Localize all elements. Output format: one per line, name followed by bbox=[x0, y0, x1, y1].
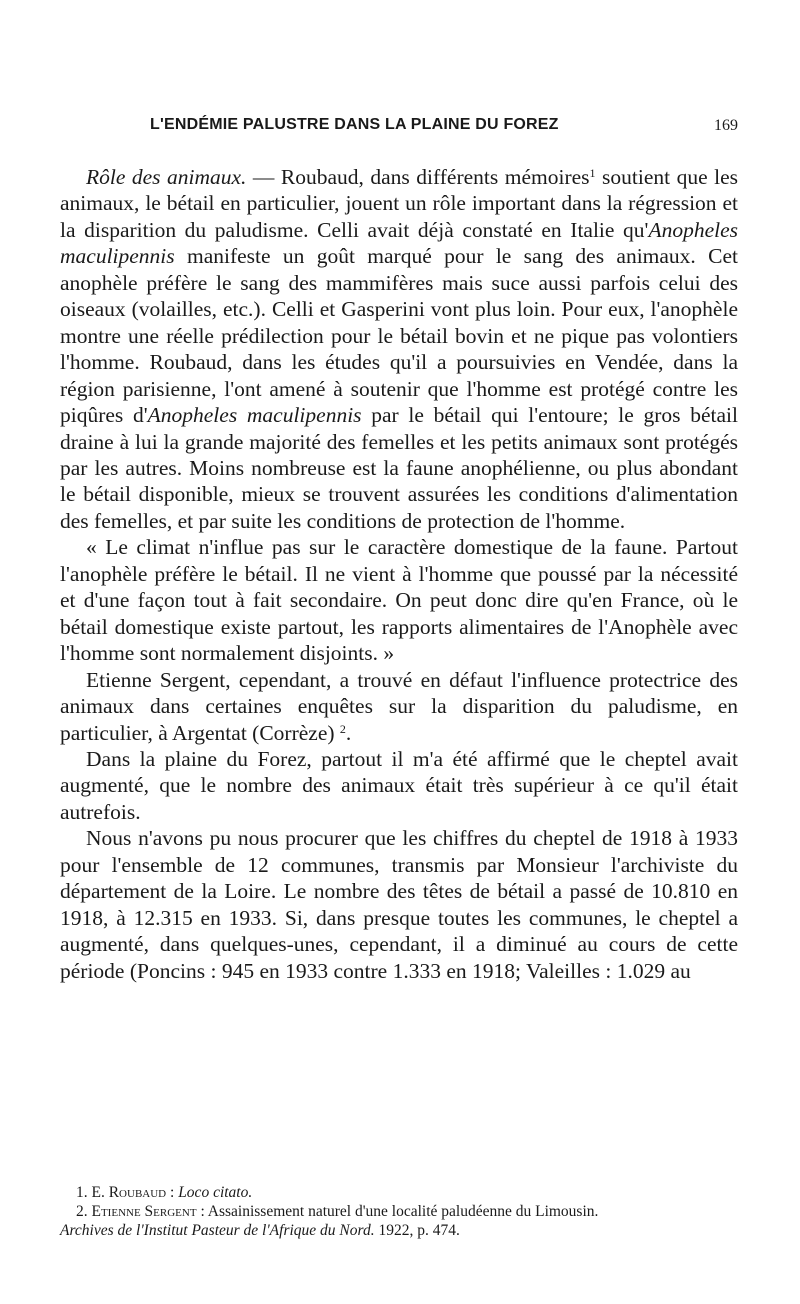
footnote-2 bbox=[60, 1202, 738, 1221]
paragraph-text: . bbox=[345, 720, 352, 745]
footnote-number: 2. bbox=[76, 1203, 88, 1220]
paragraph-text: par le bétail qui l'entoure; le gros bétail draine à lui la grande majorité des femelles et les petits animaux sont protégés par les autres. Moins nombreuse est la faune anophélienne, ou plus abondant le bétail disponible, mieux se trouvent assurées les conditions d'alimentation des femelles, et par suite les conditions de protection de l'homme. bbox=[60, 403, 738, 533]
paragraph-text: Etienne Sergent, cependant, a trouvé en défaut l'influence protectrice des animaux dans certaines enquêtes sur la disparition du paludisme, en particulier, à Argentat (Corrèze) bbox=[60, 667, 738, 745]
running-header bbox=[60, 116, 738, 140]
running-title: L'ENDÉMIE PALUSTRE DANS LA PLAINE DU FOREZ bbox=[150, 116, 559, 133]
footnote-journal: Archives de l'Institut Pasteur de l'Afrique du Nord. bbox=[60, 1222, 375, 1239]
paragraph-forez: Dans la plaine du Forez, partout il m'a été affirmé que le cheptel avait augmenté, que le nombre des animaux était très supérieur à ce qu'il était autrefois. bbox=[60, 746, 738, 824]
footnote-author: Etienne Sergent bbox=[91, 1203, 197, 1220]
footnote-2-continued bbox=[60, 1221, 738, 1240]
paragraph-sergent bbox=[60, 667, 738, 746]
footnote-separator: : bbox=[166, 1184, 179, 1201]
footnote-text: : Assainissement naturel d'une localité paludéenne du Limousin. bbox=[196, 1203, 599, 1220]
paragraph-text: soutient que les animaux, le bétail en particulier, jouent un rôle important dans la régression et la disparition du paludisme. Celli avait déjà constaté en Italie qu' bbox=[60, 165, 738, 242]
footnote-title: Loco citato. bbox=[178, 1184, 253, 1201]
footnote-1 bbox=[60, 1183, 738, 1202]
footnote-text: 1922, p. 474. bbox=[374, 1222, 460, 1239]
paragraph-quotation: « Le climat n'influe pas sur le caractère domestique de la faune. Partout l'anophèle préfère le bétail. Il ne vient à l'homme que poussé par la nécessité et d'une façon tout à fait secondaire. On peut donc dire qu'en France, où le bétail domestique existe partout, les rapports alimentaires de l'Anophèle avec l'homme sont normalement disjoints. » bbox=[60, 535, 738, 666]
footnote-ref-2: 2 bbox=[339, 721, 346, 736]
species-name: Anopheles maculipennis bbox=[147, 403, 362, 428]
paragraph-cheptel: Nous n'avons pu nous procurer que les chiffres du cheptel de 1918 à 1933 pour l'ensemble de 12 communes, transmis par Monsieur l'archiviste du département de la Loire. Le nombre des têtes de bétail a passé de 10.810 en 1918, à 12.315 en 1933. Si, dans presque toutes les communes, le cheptel a augmenté, dans quelques-unes, cependant, il a diminué au cours de cette période (Poncins : 945 en 1933 contre 1.333 en 1918; Valeilles : 1.029 au bbox=[60, 826, 738, 983]
paragraph-role-des-animaux bbox=[60, 164, 738, 534]
paragraph-text: — Roubaud, dans différents mémoires bbox=[246, 165, 590, 189]
species-name: Anopheles maculipennis bbox=[60, 217, 738, 269]
footnote-ref-1: 1 bbox=[589, 166, 596, 180]
paragraph-lead: Rôle des animaux. bbox=[86, 165, 247, 189]
footnote-number: 1. bbox=[76, 1184, 88, 1201]
page-number: 169 bbox=[714, 117, 738, 134]
body-text bbox=[60, 164, 738, 984]
footnote-author: E. Roubaud bbox=[91, 1184, 167, 1201]
paragraph-text: manifeste un goût marqué pour le sang des animaux. Cet anophèle préfère le sang des mammifères mais suce aussi parfois celui des oiseaux (volailles, etc.). Celli et Gasperini vont plus loin. Pour eux, l'anophèle montre une réelle prédilection pour le bétail bovin et ne pique pas volontiers l'homme. Roubaud, dans les études qu'il a poursuivies en Vendée, dans la région parisienne, l'ont amené à soutenir que l'homme est protégé contre les piqûres d' bbox=[60, 244, 738, 428]
footnotes bbox=[60, 1183, 738, 1240]
